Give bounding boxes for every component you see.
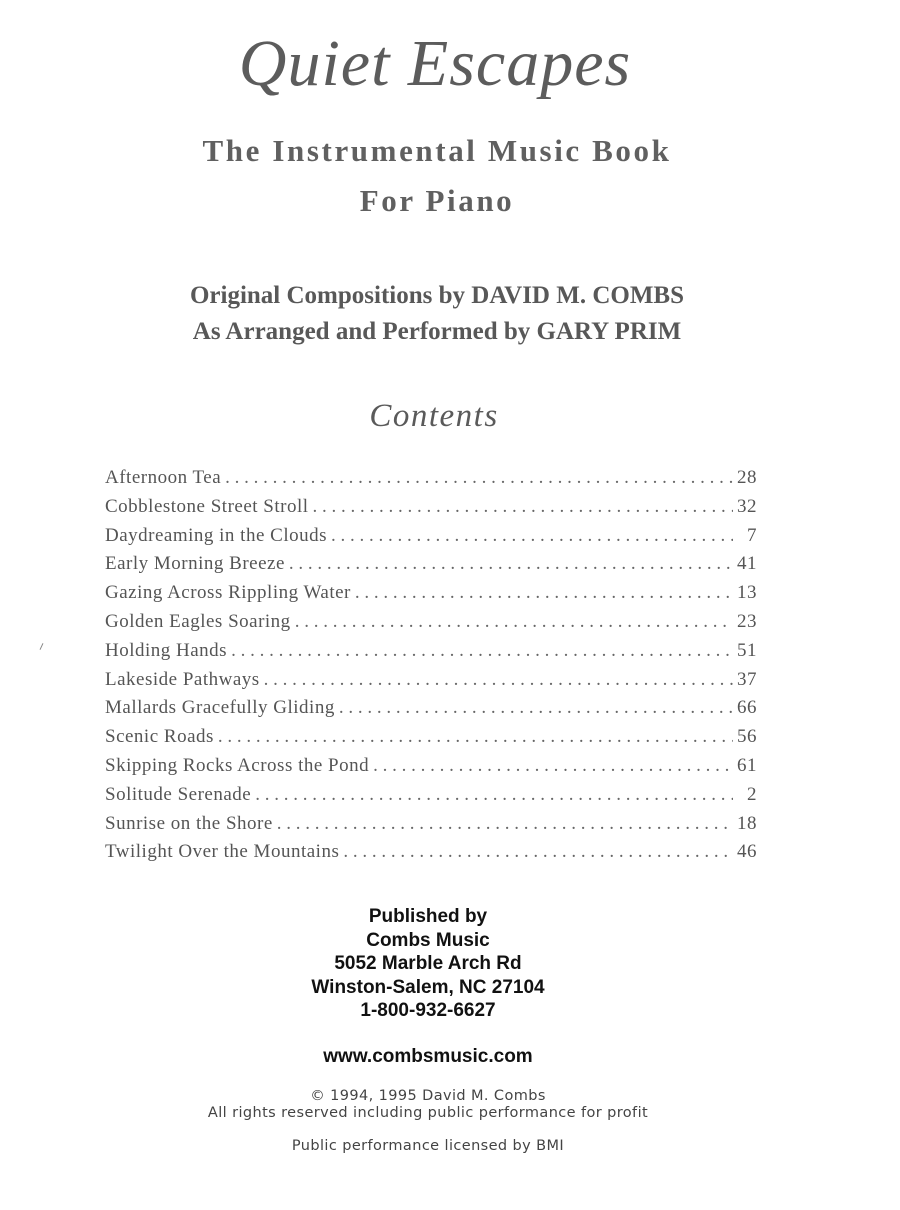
toc-entry-title: Gazing Across Rippling Water [105,582,351,604]
dot-leader [255,781,733,810]
copyright-notice: © 1994, 1995 David M. Combs [310,1088,546,1104]
copyright-block [0,1088,856,1122]
toc-entry [105,522,757,551]
toc-entry [105,810,757,839]
toc-entry-title: Golden Eagles Soaring [105,610,291,632]
book-subtitle: The Instrumental Music Book [202,133,672,168]
composer-credit: Original Compositions by DAVID M. COMBS [189,282,685,309]
toc-entry-page: 56 [737,726,757,748]
table-of-contents [105,464,757,867]
dot-leader [373,752,733,781]
toc-entry-title: Early Morning Breeze [105,553,285,575]
toc-entry-page: 51 [737,639,757,661]
published-by-label: Published by [368,906,488,927]
toc-entry-title: Skipping Rocks Across the Pond [105,754,370,776]
toc-entry [105,550,757,579]
toc-entry [105,637,757,666]
stray-scan-mark [40,643,44,650]
dot-leader [331,522,733,551]
toc-entry [105,464,757,493]
dot-leader [355,579,733,608]
publisher-website: www.combsmusic.com [323,1046,533,1067]
license-notice: Public performance licensed by BMI [291,1138,565,1154]
toc-entry-title: Twilight Over the Mountains [105,841,340,863]
toc-entry-title: Scenic Roads [105,726,214,748]
toc-entry-title: Mallards Gracefully Gliding [105,697,335,719]
dot-leader [295,608,733,637]
dot-leader [231,637,733,666]
toc-entry-title: Daydreaming in the Clouds [105,524,327,546]
arranger-credit: As Arranged and Performed by GARY PRIM [192,318,682,345]
toc-entry-title: Lakeside Pathways [105,668,260,690]
toc-entry-page: 28 [737,467,757,488]
dot-leader [264,666,733,695]
toc-entry [105,608,757,637]
dot-leader [277,810,733,839]
toc-entry [105,666,757,695]
toc-entry [105,838,757,867]
toc-entry-page: 32 [737,495,757,517]
book-subtitle-instrument: For Piano [359,183,515,218]
publisher-phone: 1-800-932-6627 [360,1000,496,1021]
toc-entry-title: Holding Hands [105,639,228,661]
toc-entry [105,752,757,781]
toc-entry-page: 13 [737,582,757,604]
toc-entry-page: 18 [737,812,757,834]
book-title: Quiet Escapes [238,27,632,100]
dot-leader [225,464,733,493]
publisher-block [0,905,856,1023]
publisher-street: 5052 Marble Arch Rd [334,953,522,974]
publisher-city: Winston-Salem, NC 27104 [311,976,545,998]
toc-entry [105,781,757,810]
toc-entry [105,493,757,522]
toc-entry-title: Afternoon Tea [105,467,222,488]
toc-entry-page: 46 [737,841,757,863]
contents-heading: Contents [369,398,499,434]
toc-entry-title: Sunrise on the Shore [105,812,273,834]
toc-entry-page: 2 [747,783,757,805]
dot-leader [313,493,733,522]
toc-entry [105,694,757,723]
toc-entry-page: 61 [737,754,757,776]
toc-entry-page: 7 [747,524,757,546]
dot-leader [289,550,733,579]
dot-leader [339,694,733,723]
toc-entry [105,723,757,752]
toc-entry-title: Cobblestone Street Stroll [105,495,309,517]
toc-entry-page: 23 [737,610,757,632]
toc-entry-page: 41 [737,553,757,575]
toc-entry-page: 66 [737,697,757,719]
dot-leader [343,838,733,867]
toc-entry-title: Solitude Serenade [105,783,252,805]
toc-entry [105,579,757,608]
dot-leader [218,723,733,752]
publisher-name: Combs Music [366,929,490,951]
rights-notice: All rights reserved including public performance for profit [207,1105,649,1121]
toc-entry-page: 37 [737,668,757,690]
